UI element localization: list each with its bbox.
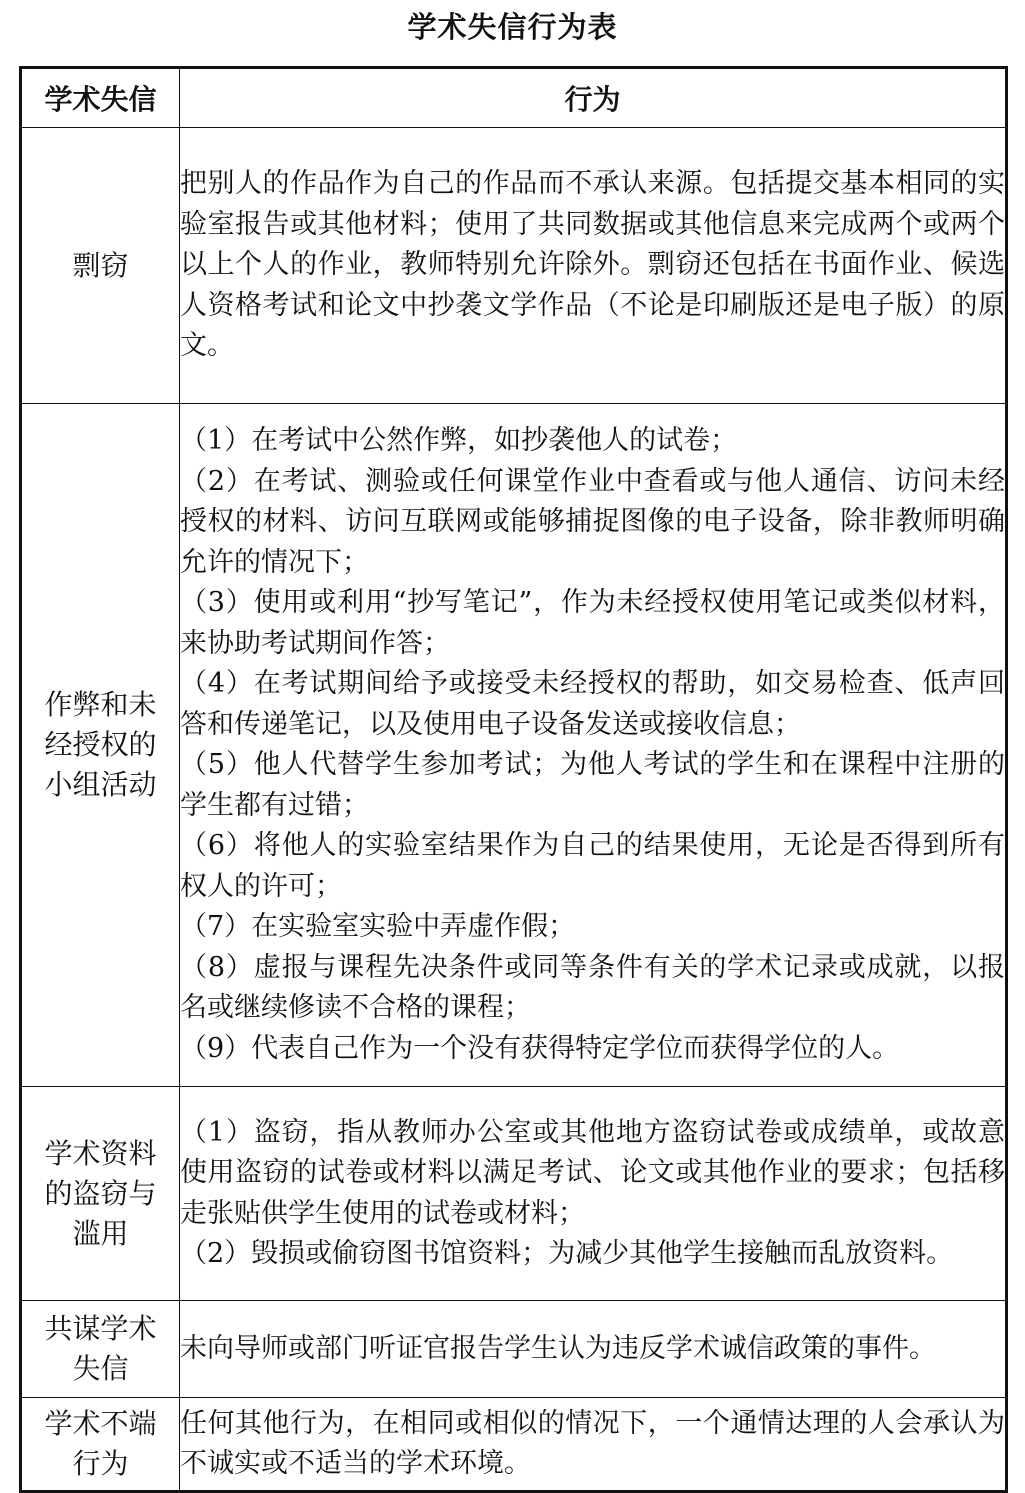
description-line: （9）代表自己作为一个没有获得特定学位而获得学位的人。: [180, 1032, 900, 1064]
description-line: （2）在考试、测验或任何课堂作业中查看或与他人通信、访问未经授权的材料、访问互联网或能够捕捉图像的电子设备，除非教师明确允许的情况下；: [180, 465, 1005, 578]
description-line: （2）毁损或偷窃图书馆资料；为减少其他学生接触而乱放资料。: [180, 1238, 954, 1269]
description-line: （5）他人代替学生参加考试；为他人考试的学生和在课程中注册的学生都有过错；: [180, 749, 1005, 821]
row-term: 作弊和未 经授权的 小组活动: [21, 404, 180, 1087]
header-behavior: 行为: [180, 68, 1007, 128]
description-line: （6）将他人的实验室结果作为自己的结果使用，无论是否得到所有权人的许可；: [180, 830, 1005, 902]
description-line: （1）盗窃，指从教师办公室或其他地方盗窃试卷或成绩单，或故意使用盗窃的试卷或材料以满足考试、论文或其他作业的要求；包括移走张贴供学生使用的试卷或材料；: [180, 1116, 1005, 1229]
row-description: [180, 128, 1007, 404]
row-description: [180, 404, 1007, 1087]
table-row: [21, 1087, 1007, 1301]
misconduct-table: [19, 66, 1008, 1493]
header-term: 学术失信: [21, 68, 180, 128]
row-description: [180, 1087, 1007, 1301]
description-line: （1）在考试中公然作弊，如抄袭他人的试卷；: [180, 425, 738, 456]
description-line: （3）使用或利用“抄写笔记”，作为未经授权使用笔记或类似材料，来协助考试期间作答；: [180, 587, 1005, 659]
table-header-row: [21, 68, 1007, 128]
row-term: 学术不端 行为: [21, 1398, 180, 1492]
description-line: 未向导师或部门听证官报告学生认为违反学术诚信政策的事件。: [180, 1332, 936, 1364]
description-line: （7）在实验室实验中弄虚作假；: [180, 911, 576, 942]
table-row: [21, 1301, 1007, 1398]
row-term: 共谋学术 失信: [21, 1301, 180, 1398]
table-row: [21, 128, 1007, 404]
table-row: [21, 1398, 1007, 1492]
row-term: 学术资料 的盗窃与 滥用: [21, 1087, 180, 1301]
page-title: 学术失信行为表: [407, 10, 618, 44]
table-row: [21, 404, 1007, 1087]
row-term: 剽窃: [21, 128, 180, 404]
description-line: 把别人的作品作为自己的作品而不承认来源。包括提交基本相同的实验室报告或其他材料；使用了共同数据或其他信息来完成两个或两个以上个人的作业，教师特别允许除外。剽窃还包括在书面作业、候选人资格考试和论文中抄袭文学作品（不论是印刷版还是电子版）的原文。: [180, 168, 1005, 362]
description-line: （8）虚报与课程先决条件或同等条件有关的学术记录或成就，以报名或继续修读不合格的课程；: [180, 951, 1005, 1023]
row-description: [180, 1398, 1007, 1492]
description-line: 任何其他行为，在相同或相似的情况下，一个通情达理的人会承认为不诚实或不适当的学术环境。: [180, 1407, 1005, 1479]
row-description: [180, 1301, 1007, 1398]
description-line: （4）在考试期间给予或接受未经授权的帮助，如交易检查、低声回答和传递笔记，以及使用电子设备发送或接收信息；: [180, 668, 1005, 740]
